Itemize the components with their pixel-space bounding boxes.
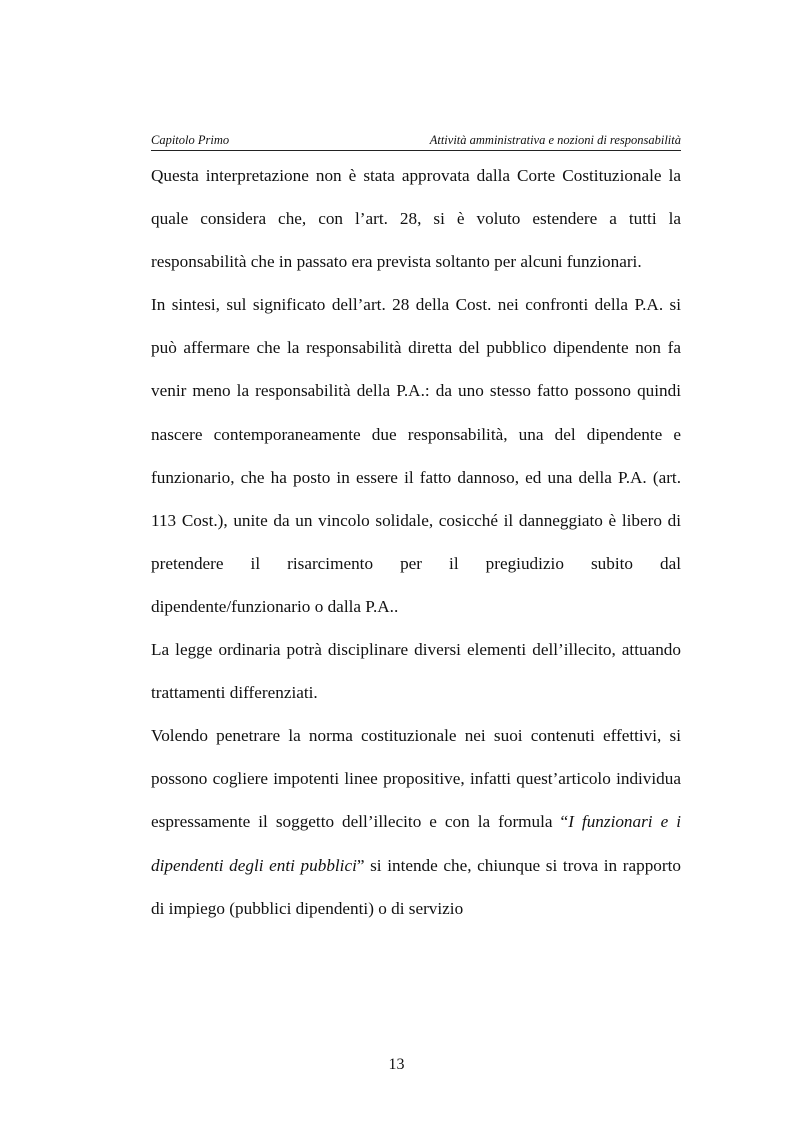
page-number: 13 [388,1056,405,1073]
paragraph [151,714,681,929]
paragraph-text: Volendo penetrare la norma costituzionale nei suoi contenuti effettivi, si possono cogliere impotenti linee propositive, infatti quest’articolo individua espressamente il soggetto dell’illecito e con la formula “ [151,726,681,832]
running-header [151,132,681,151]
italic-quote: I funzionari e i dipendenti degli enti pubblici [151,812,681,875]
chapter-label: Capitolo Primo [151,133,230,147]
paragraph: La legge ordinaria potrà disciplinare diversi elementi dell’illecito, attuando trattamenti differenziati. [151,640,681,703]
paragraph: Questa interpretazione non è stata approvata dalla Corte Costituzionale la quale considera che, con l’art. 28, si è voluto estendere a tutti la responsabilità che in passato era prevista soltanto per alcuni funzionari. [151,166,681,272]
body-text [151,154,681,930]
section-title: Attività amministrativa e nozioni di responsabilità [429,133,681,147]
paragraph-text: ” si intende che, chiunque si trova in rapporto di impiego (pubblici dipendenti) o di servizio [151,855,681,918]
paragraph: In sintesi, sul significato dell’art. 28 della Cost. nei confronti della P.A. si può affermare che la responsabilità diretta del pubblico dipendente non fa venir meno la responsabilità della P.A.: da uno stesso fatto possono quindi nascere contemporaneamente due responsabilità, una del dipendente e funzionario, che ha posto in essere il fatto dannoso, ed una della P.A. (art. 113 Cost.), unite da un vincolo solidale, cosicché il danneggiato è libero di pretendere il risarcimento per il pregiudizio subito dal dipendente/funzionario o dalla P.A.. [151,295,681,616]
